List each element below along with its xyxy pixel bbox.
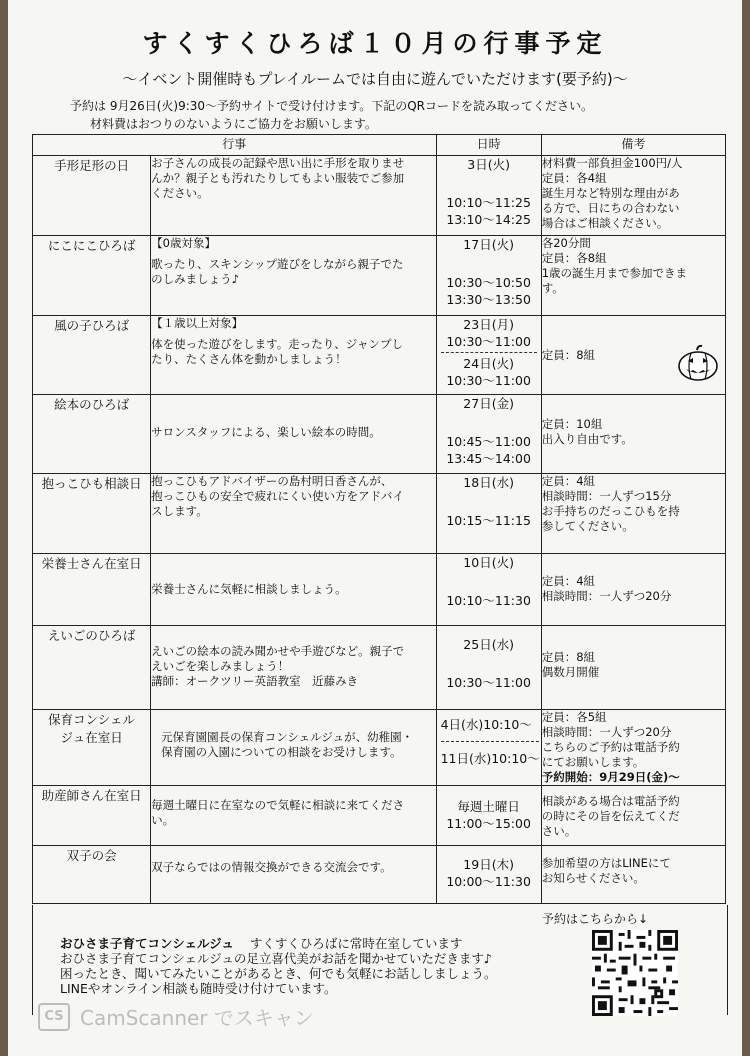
time-line: 10:00～11:30 xyxy=(446,874,531,889)
note-line: 予約開始：9月29日(金)～ xyxy=(541,770,680,784)
table-row xyxy=(33,626,726,710)
event-name: 双子の会 xyxy=(33,846,151,904)
time-line: 10:45～11:00 xyxy=(446,434,531,449)
desc-line: スします。 xyxy=(151,504,208,518)
date-line: 24日(火) xyxy=(463,356,514,371)
note-line: す。 xyxy=(541,281,564,295)
table-header-row xyxy=(33,135,726,156)
concierge-info xyxy=(60,936,497,996)
event-date xyxy=(436,156,541,236)
qr-label: 予約はこちらから↓ xyxy=(542,912,649,926)
desc-line: お子さんの成長の記録や思い出に手形を取りませ xyxy=(151,156,405,170)
note-line: 誕生月など特別な理由があ xyxy=(541,186,680,200)
time-line: 13:30～13:50 xyxy=(446,292,531,307)
event-date xyxy=(436,554,541,626)
note-line: 場合はご相談ください。 xyxy=(541,216,669,230)
table-row xyxy=(33,474,726,554)
date-line: 23日(月) xyxy=(463,317,514,332)
table-row xyxy=(33,316,726,395)
concierge-line: おひさま子育てコンシェルジュの足立喜代美がお話を聞かせていただきます♪ xyxy=(60,951,492,966)
date-line: 27日(金) xyxy=(463,396,514,411)
event-description xyxy=(151,846,436,904)
age-target-tag: 【0歳対象】 xyxy=(151,236,216,250)
qr-code-icon[interactable] xyxy=(592,930,678,1016)
desc-line: サロンスタッフによる、楽しい絵本の時間。 xyxy=(151,425,381,439)
desc-line: い。 xyxy=(151,813,175,827)
time-line: 13:10～14:25 xyxy=(446,212,531,227)
camscanner-watermark xyxy=(38,1002,314,1031)
header-event: 行事 xyxy=(33,135,437,156)
header-notes: 備考 xyxy=(541,135,725,156)
event-notes xyxy=(541,156,725,236)
page-title: すくすくひろば１０月の行事予定 xyxy=(142,29,608,58)
event-notes xyxy=(541,236,725,316)
concierge-heading-rest: すくすくひろばに常時在室しています xyxy=(249,936,463,951)
reservation-notice: 予約は 9月26日(火)9:30～予約サイトで受け付けます。下記のQRコードを読み取ってください。 xyxy=(70,99,594,113)
note-line: 各20分間 xyxy=(541,236,591,250)
date-line: 18日(水) xyxy=(463,475,514,490)
time-line: 10:30～10:50 xyxy=(446,275,531,290)
desc-line: 双子ならではの情報交換ができる交流会です。 xyxy=(151,860,392,874)
time-line: 10:15～11:15 xyxy=(446,513,531,528)
time-line: 11:00～15:00 xyxy=(446,816,531,831)
desc-line: えいごを楽しみましょう！ xyxy=(151,659,290,673)
note-line: お知らせください。 xyxy=(541,871,645,885)
materials-notice: 材料費はおつりのないようにご協力をお願いします。 xyxy=(90,117,377,131)
event-notes xyxy=(541,395,725,474)
note-line: 相談がある場合は電話予約 xyxy=(541,794,680,808)
time-line: 10:10～11:30 xyxy=(446,593,531,608)
age-target-tag: 【１歳以上対象】 xyxy=(151,316,244,330)
table-row xyxy=(33,395,726,474)
note-line: 参してください。 xyxy=(541,519,634,533)
event-date xyxy=(436,846,541,904)
event-date xyxy=(436,786,541,846)
desc-line: たり、たくさん体を動かしましょう！ xyxy=(151,352,347,366)
event-name: えいごのひろば xyxy=(33,626,151,710)
event-description xyxy=(151,236,436,316)
table-row xyxy=(33,786,726,846)
jack-o-lantern-icon xyxy=(677,344,719,382)
note-line: 1歳の誕生月まで参加できま xyxy=(541,266,688,280)
note-line: 定員：4組 xyxy=(541,574,596,588)
event-name xyxy=(33,710,151,786)
event-description xyxy=(151,395,436,474)
desc-line: 講師：オークツリー英語教室 近藤みき xyxy=(151,674,359,688)
time-line: 13:45～14:00 xyxy=(446,451,531,466)
table-row xyxy=(33,236,726,316)
date-divider xyxy=(441,741,539,742)
event-date xyxy=(436,474,541,554)
note-line: 相談時間：一人ずつ15分 xyxy=(541,489,672,503)
event-description xyxy=(151,626,436,710)
event-name: にこにこひろば xyxy=(33,236,151,316)
desc-line: 抱っこひもアドバイザーの島村明日香さんが、 xyxy=(151,474,393,488)
concierge-heading-line xyxy=(60,936,497,951)
note-line: こちらのご予約は電話予約 xyxy=(541,740,680,754)
event-description xyxy=(151,156,436,236)
concierge-heading: おひさま子育てコンシェルジュ xyxy=(60,936,234,951)
table-row xyxy=(33,710,726,786)
date-time-line: 11日(水)10:10～ xyxy=(440,751,540,766)
table-row xyxy=(33,846,726,904)
event-notes xyxy=(541,554,725,626)
note-line: 定員：各5組 xyxy=(541,710,607,724)
flyer-page xyxy=(8,0,742,1056)
concierge-line: LINEやオンライン相談も随時受け付けています。 xyxy=(60,981,337,996)
camscanner-logo-icon: CS xyxy=(38,1003,70,1031)
event-description xyxy=(151,316,436,395)
header-datetime: 日時 xyxy=(436,135,541,156)
note-line: 定員：4組 xyxy=(541,474,596,488)
event-name: 絵本のひろば xyxy=(33,395,151,474)
name-line: 保育コンシェル xyxy=(48,712,136,727)
note-line: 定員：8組 xyxy=(541,650,596,664)
note-line: 材料費一部負担金100円/人 xyxy=(541,156,683,170)
event-name: 栄養士さん在室日 xyxy=(33,554,151,626)
note-line: 定員：各8組 xyxy=(541,251,607,265)
page-subtitle: ～イベント開催時もプレイルームでは自由に遊んでいただけます(要予約)～ xyxy=(122,70,628,88)
event-notes xyxy=(541,626,725,710)
desc-line: 体を使った遊びをします。走ったり、ジャンプし xyxy=(151,337,404,351)
time-line: 10:30～11:00 xyxy=(446,373,531,388)
event-date xyxy=(436,316,541,395)
event-description xyxy=(151,786,436,846)
note-line: お手持ちのだっこひもを持 xyxy=(541,504,680,518)
note-line: 相談時間：一人ずつ20分 xyxy=(541,725,672,739)
note-line: 偶数月開催 xyxy=(541,665,600,679)
concierge-line: 困ったとき、聞いてみたいことがあるとき、何でも気軽にお話ししましょう。 xyxy=(60,966,497,981)
date-divider xyxy=(441,352,537,353)
note-line: の時にその旨を伝えてくだ xyxy=(541,809,680,823)
date-line: 毎週土曜日 xyxy=(457,799,520,814)
event-name: 手形足形の日 xyxy=(33,156,151,236)
schedule-table xyxy=(32,134,726,904)
time-line: 10:10～11:25 xyxy=(446,195,531,210)
event-name: 助産師さん在室日 xyxy=(33,786,151,846)
note-line: 相談時間：一人ずつ20分 xyxy=(541,589,672,603)
note-line: 出入り自由です。 xyxy=(541,432,633,446)
note-line: 定員：10組 xyxy=(541,417,603,431)
event-date xyxy=(436,626,541,710)
event-date xyxy=(436,710,541,786)
event-date xyxy=(436,395,541,474)
note-line: にてお願いします。 xyxy=(541,755,645,769)
desc-line: 歌ったり、スキンシップ遊びをしながら親子でた xyxy=(151,257,404,271)
time-line: 10:30～11:00 xyxy=(446,675,531,690)
event-name: 抱っこひも相談日 xyxy=(33,474,151,554)
desc-line: 抱っこひもの安全で疲れにくい使い方をアドバイ xyxy=(151,489,404,503)
name-line: ジュ在室日 xyxy=(60,730,123,745)
date-time-line: 4日(水)10:10～ xyxy=(440,717,532,732)
table-row xyxy=(33,554,726,626)
date-line: 17日(火) xyxy=(463,237,514,252)
desc-line: 保育園の入園についての相談をお受けします。 xyxy=(161,745,402,759)
event-date xyxy=(436,236,541,316)
note-line: 定員：各4組 xyxy=(541,171,607,185)
event-description xyxy=(151,710,436,786)
event-notes xyxy=(541,710,725,786)
event-name: 風の子ひろば xyxy=(33,316,151,395)
event-description xyxy=(151,474,436,554)
event-description xyxy=(151,554,436,626)
note-line: さい。 xyxy=(541,824,577,838)
event-notes xyxy=(541,846,725,904)
date-line: 25日(水) xyxy=(463,637,514,652)
desc-line: 元保育園園長の保育コンシェルジュが、幼稚園・ xyxy=(161,730,414,744)
event-notes xyxy=(541,316,725,395)
desc-line: 栄養士さんに気軽に相談しましょう。 xyxy=(151,582,347,596)
desc-line: のしみましょう♪ xyxy=(151,272,239,286)
note-line: 定員：8組 xyxy=(541,347,596,362)
desc-line: ください。 xyxy=(151,186,209,200)
desc-line: んか？親子とも汚れたりしてもよい服装でご参加 xyxy=(151,171,405,185)
event-notes xyxy=(541,474,725,554)
watermark-text: CamScanner でスキャン xyxy=(80,1006,314,1030)
table-row xyxy=(33,156,726,236)
note-line: る方で、日にちの合わない xyxy=(541,201,680,215)
event-notes xyxy=(541,786,725,846)
date-line: 19日(木) xyxy=(463,857,514,872)
desc-line: 毎週土曜日に在室なので気軽に相談に来てくださ xyxy=(151,798,405,812)
desc-line: えいごの絵本の読み聞かせや手遊びなど。親子で xyxy=(151,644,405,658)
date-line: 10日(火) xyxy=(463,555,514,570)
note-line: 参加希望の方はLINEにて xyxy=(541,856,671,870)
date-line: 3日(火) xyxy=(467,157,510,172)
time-line: 10:30～11:00 xyxy=(446,334,531,349)
